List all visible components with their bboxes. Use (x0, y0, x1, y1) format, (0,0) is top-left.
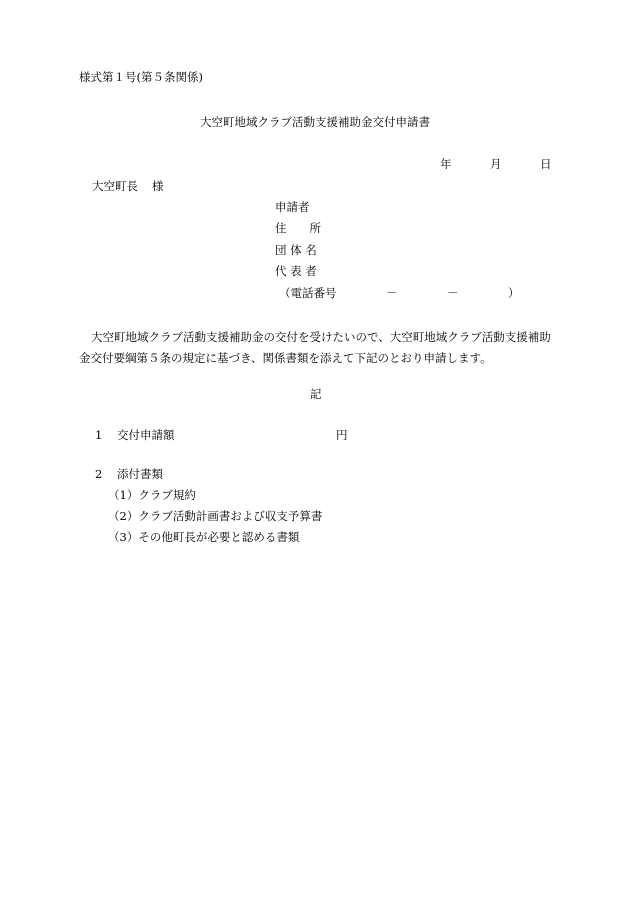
attachment-item: （2）クラブ活動計画書および収支予算書 (108, 509, 323, 523)
applicant-heading: 申請者 (275, 200, 310, 214)
applicant-address-label: 住 所 (275, 221, 321, 235)
item-2-number: 2 (95, 467, 103, 481)
date-month: 月 (490, 157, 502, 171)
addressee-honorific: 様 (152, 179, 164, 193)
addressee (92, 181, 164, 193)
body-paragraph: 大空町地域クラブ活動支援補助金の交付を受けたいので、大空町地域クラブ活動支援補助金交付要綱第５条の規定に基づき、関係書類を添えて下記のとおり申請します。 (79, 330, 551, 365)
applicant-group-label: 団 体 名 (275, 243, 317, 257)
item-2-label: 添付書類 (117, 467, 163, 481)
date-day: 日 (540, 157, 552, 171)
phone-dash-1: － (386, 286, 398, 300)
phone-dash-2: － (447, 286, 459, 300)
ki-heading: 記 (310, 387, 322, 401)
form-number: 様式第１号(第５条関係) (79, 70, 203, 84)
document-title: 大空町地域クラブ活動支援補助金交付申請書 (200, 115, 430, 129)
attachment-item: （1）クラブ規約 (108, 488, 196, 502)
phone-close-paren: ） (508, 286, 520, 300)
item-1-number: 1 (95, 428, 103, 442)
item-1-label: 交付申請額 (117, 428, 175, 442)
applicant-representative-label: 代 表 者 (275, 264, 317, 278)
addressee-name: 大空町長 (92, 179, 138, 193)
item-1-unit: 円 (336, 428, 348, 442)
applicant-phone-label: （電話番号 (279, 286, 337, 300)
attachment-item: （3）その他町長が必要と認める書類 (108, 530, 300, 544)
date-year: 年 (440, 157, 452, 171)
